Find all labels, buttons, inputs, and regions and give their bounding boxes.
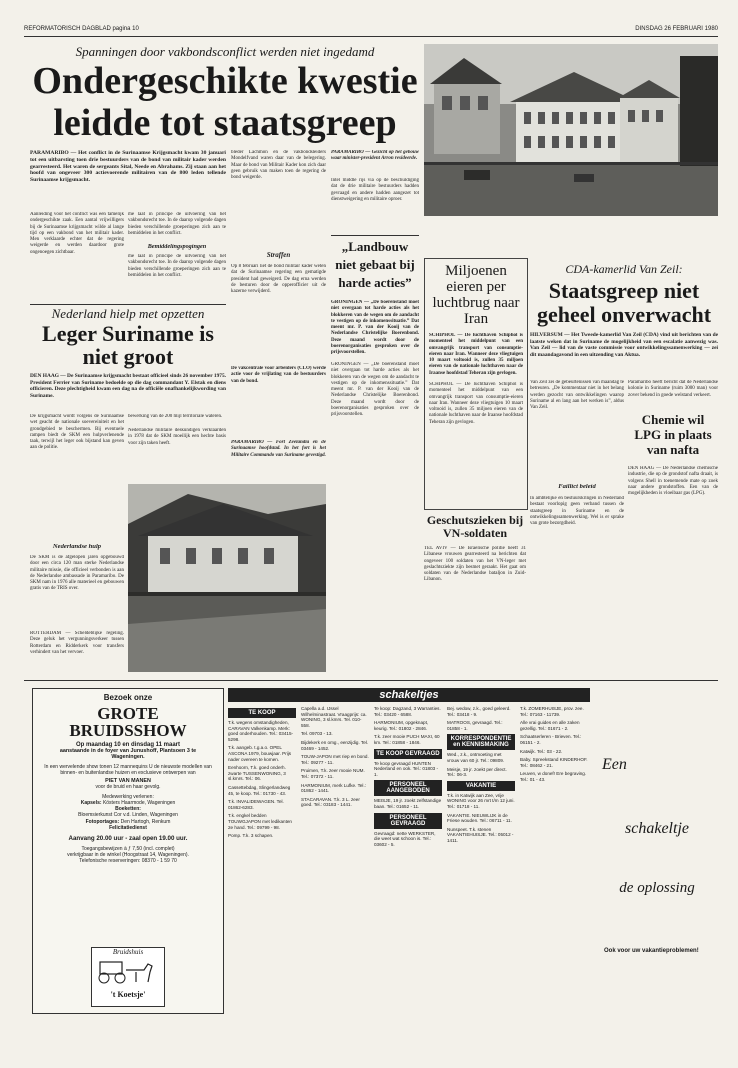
classified-item: Cassettebdag, Slingerlandweg 45, te koop. Tel.: 01730 - 43. — [228, 784, 291, 796]
classified-item: Meisje, 19 jr. zoekt per direct. Tel.: 06-3. — [447, 766, 507, 778]
header-date: DINSDAG 26 FEBRUARI 1980 — [635, 26, 718, 32]
cda-lead: HILVERSUM — Het Tweede-kamerlid Van Zeil (CDA) vind uit berichten van de laatste weken dat in Suriname de mogelijkheid van een escalatie aanwezig was. Van Zeil — lid van de vaste commissie voor ontwikkelingssamenwerking — zei dit maandagavond in een uitzending van Aktua. — [530, 332, 718, 358]
ad-desc2: voor de bruid en haar gevolg. — [95, 784, 161, 790]
main-col4: Intel middle rijs via op de beschuldiging dat de drie militaire bestuurders hadden gevraagd en andere hadden aangezet tot dienstweigering en militaire oproer. — [331, 178, 419, 202]
classified-item: T.k. ZOMERHUISJE, prov. zee. Tel.: 07163 - 11739. — [520, 706, 584, 717]
main-kicker: Spanningen door vakbondsconflict werden niet ingedamd — [75, 44, 375, 59]
classified-item: Wed., z.k., ontmoeting met vrouw van 60 jr. Tel.: 09809. — [447, 752, 505, 763]
classified-item: Capella a.d. IJssel Wilhelminastraat. Vraagprijs: ca. WONING, 3 sl.kmrs. Tel. 010-558. — [301, 706, 367, 728]
landbouw-headline: „Landbouw niet gebaat bij harde acties” — [335, 239, 415, 290]
ad-title-2: BRUIDSSHOW — [69, 721, 187, 740]
miljoenen-box — [424, 258, 528, 510]
classified-item: Eenhoorn, T.k. goed onderh. zwarte TUSSENWONING, 3 sl.kmrs. Tel.: 06. — [228, 765, 286, 782]
ad-top: Bezoek onze — [103, 693, 153, 702]
chemie-text: DEN HAAG — De Nederlandse chemische industrie, die op de grondstof nafta draait, is volgens Shell in toenemende mate op zoek naar andere grondstoffen. Een van de mogelijkheden is vloeibaar gas (LPG). — [628, 466, 718, 497]
landbouw-text-cont: GRONINGEN — „De boerenstand moet niet overgaan tot harde acties als het blokkeren van de wegen om de aandacht te vestigen op de inkomenssituatie.” Dat meent mr. P. van der Kooij van de Nederlandse Christelijke Boerenbond. Deze maand wordt door de boerenorganisaties gesproken over de prijsvoorstellen. — [331, 362, 419, 418]
leger-col2: bewerking van de 200 mijl territoriale wateren. — [128, 414, 223, 419]
fort-photo — [128, 484, 326, 672]
schakeltje-word: schakeltje — [625, 820, 689, 837]
cat-korrespondentie: KORRESPONDENTIE en KENNISMAKING — [447, 734, 515, 750]
cat-vakantie: VAKANTIE — [447, 781, 515, 791]
classified-item: Bej. wedow, z.k., goed geleerd. Tel.: 03418 - 9. — [447, 706, 511, 717]
leger-text2: De SKM is de afgelopen jaren opgebouwd door een circa 120 man sterke Nederlandse militaire missie, die officieel verbonden is aan de Nederlandse ambassade in Paramaribo. De SKM nam in 1976 alle materieel en gebouwen gratis van de TRIS over. — [30, 555, 124, 592]
ad-c2: Bloemsierkunst Cor v.d. Linden, Wageningen — [78, 812, 178, 819]
classified-item: Alle vrai guides en alle zaken gezellig. Tel.: 01671 - 2. — [520, 720, 580, 731]
main-lead: PARAMARIBO — Het conflict in de Surinaamse Krijgsmacht kwam 30 januari tot een uitbarsting toen drie bestuurders van de bond van militair kader werden gearresteerd. Het waren de sergeants Sital, Neede en Abrahams. Zij staan aan het hoofd van ongeveer 300 actievoerende militairen van de 800 leden tellende Surinaamse krijgsmacht. — [30, 150, 226, 184]
classified-item: Baby. Spreekstand KINDERHOF. Tel.: 08462 - 21. — [520, 757, 588, 768]
classified-item: Pomp. T.k. 3 schapen. — [228, 833, 274, 839]
ad-c3-label: Fotoportages: — [85, 818, 120, 825]
classifieds-col5 — [520, 706, 590, 1012]
classified-item: HARMONIUM, opgeknapt, keurig. Tel.: 01802 - 2846. — [374, 720, 429, 731]
main-headline-2: leidde tot staatsgreep — [53, 102, 397, 144]
schakeltje-vakantie: Ook voor uw vakantieproblemen! — [604, 948, 699, 954]
cat-te-koop: TE KOOP — [228, 708, 296, 718]
bruidsshow-ad — [32, 688, 224, 1014]
classifieds-col1 — [228, 706, 296, 1012]
fort-photo-drawing — [128, 484, 326, 672]
cat-personeel-aangeboden: PERSONEEL AANGEBODEN — [374, 780, 442, 796]
miljoenen-text: SCHIPHOL — De luchthaven Schiphol is momenteel het middelpunt van een omvangrijk transport van consumptie-eieren naar Iran. Wanneer deze vliegtuigen 10 maart voltooid is, zullen 35 miljoen eieren van de nationale luchthaven naar de Iraanse hoofdstad Teheran zijn gevlogen. — [429, 382, 523, 425]
main-col2: me laat in principe de uitvoering van het vakbondsrecht toe. In de daarop volgende dagen bieden verschillende groeperingen zich aan te bemiddelen in het conflict. — [128, 212, 226, 236]
classified-item: T.k. in Katwijk aan Zee, vrije WONING voor 26 mrt t/m 12 juni. Tel.: 01718 - 11. — [447, 792, 515, 809]
cda-text2: In ambtelijke en bestuurskringen in Nederland bestaat voorlopig geen verband tussen de staatsgreep in Suriname en de ontwikkelingssamenwerking. Wel is er sprake van grote bezorgdheid. — [530, 496, 624, 527]
cda-text: Van Zeil zei de gebeurtenissen van maandag te betreuren. „De kommentaar niet in het belang werden gezocht van ontwikkelingen waarop Suriname al en lang aan het werken is”, aldus Van Zeil. — [530, 380, 624, 411]
main-headline-1: Ondergeschikte kwestie — [32, 60, 418, 102]
ad-price: Toegangsbewijzen à ƒ 7,50 (incl. complet) — [81, 846, 175, 853]
gesch-headline: Geschutszieken bij VN-soldaten — [426, 513, 524, 540]
schakeltje-ad — [596, 696, 718, 1012]
classified-item: Tel. 09703 - 13. — [301, 731, 333, 737]
classified-item: HARMONIUM, merk Lufke. Tel.: 01862 - 1441. — [301, 782, 367, 794]
chemie-headline: Chemie wil LPG in plaats van nafta — [634, 412, 712, 457]
miljoenen-lead: SCHIPHOL — De luchthaven Schiphol is momenteel het middelpunt van een omvangrijk transport van consumptie-eieren naar Iran. Wanneer deze vliegtuigen 10 maart voltooid is, zullen 35 miljoen eieren van de nationale luchthaven naar de Iraanse hoofdstad Teheran zijn gevlogen. — [429, 333, 523, 376]
ad-cooperation: Medewerking verlenen: — [102, 794, 154, 800]
classified-item: Pruimen, T.k. zeer mooie NUM. Tel.: 07372 - 11. — [301, 768, 365, 779]
main-col3b: Op 8 februari liet de bond militair kader weten dat de Surinaamse regering een gematigde president had geweigerd. De dag erna werden de besturen door de opperofficier uit de kazerne verwijderd. — [231, 264, 326, 295]
classified-item: Leuven, w donef! Ere begraving. Tel.: 01 - 43. — [520, 771, 587, 782]
bruidshuis-logo — [91, 947, 165, 1007]
classified-item: VAKANTIE. NIEUWLIJK in de Friese wouden. Tel.: 06711 - 11. — [447, 812, 512, 824]
cda-headline: Staatsgreep niet geheel onverwacht — [536, 278, 712, 327]
cat-te-koop-gevraagd: TE KOOP GEVRAAGD — [374, 749, 442, 759]
leger-lead: DEN HAAG — De Surinaamse krijgsmacht bestaat officieel sinds 26 november 1975. President Ferrier van Suriname bedoelde op die dag commandant Y. Elstak en diens officieren. Deze plechtigheid kwam een dag na de officiële onafhankelijkwording van Suriname. — [30, 373, 226, 399]
ad-designer: PIET VAN MANEN — [105, 778, 151, 784]
classified-item: Gevraagd: nette WERKSTER, die weet wat schoon is. Tel.: 03602 - 5. — [374, 830, 436, 847]
classified-item: STACARAVAN. T.k. 3 L. zeer goed. Tel.: 03183 - 1441. — [301, 796, 360, 808]
carriage-icon — [92, 956, 162, 986]
schakeltje-een: Een — [602, 756, 627, 773]
ad-title-1: GROTE — [97, 704, 159, 723]
fort-caption: PARAMARIBO — Fort Zeelandia en de Surinaamse hoofdstad. In het fort is het Militaire Commando van Suriname gevestigd. — [231, 440, 326, 458]
main-col3-subhead: Straffen — [266, 252, 291, 259]
classified-item: Te koop: Dagzand, 3 Warranties. Tel.: 03420 - 6588. — [374, 706, 441, 717]
building-photo — [424, 44, 718, 216]
cda-subhead: Faillict beleid — [558, 484, 596, 490]
classified-item: T.k. zeer mooie PUCH MAXI, 60 km. Tel.: 01858 - 1846. — [374, 734, 440, 745]
cda-text-right: Paramaribo heeft bericht dat de Nederlandse kolonie in Suriname (ruim 3000 man) voor zover bekend in goede welstand verkeert. — [628, 380, 718, 398]
ad-location: aanstaande in de foyer van Junushoff, Plantsoen 3 te Wageningen. — [59, 748, 197, 760]
ad-c4: Felicitatiedienst — [109, 824, 147, 831]
cat-personeel-gevraagd: PERSONEEL GEVRAAGD — [374, 813, 442, 829]
building-photo-drawing — [424, 44, 718, 216]
miljoenen-headline: Miljoenen eieren per luchtbrug naar Iran — [432, 263, 520, 327]
page-header — [24, 26, 718, 37]
logo-name: 't Koetsje' — [110, 990, 146, 999]
ad-c1: Kösters Haarmode, Wageningen — [102, 800, 176, 806]
classified-item: Nunspeet. T.k. stenen VAKANTIEHUISJE. Tel.: 05012 - 1411. — [447, 826, 514, 843]
ad-c2-label: Boeketten: — [115, 806, 141, 813]
classified-item: Katwijk. Tel.: 03 - 22. — [520, 748, 563, 754]
ad-time: Aanvang 20.00 uur - zaal open 19.00 uur. — [68, 835, 188, 843]
main-col2-text: me laat in principe de uitvoering van het vakbondsrecht toe. In de daarop volgende dagen bieden verschillende groeperingen zich aan te bemiddelen in het conflict. — [128, 254, 226, 278]
classified-item: T.k. INVALIDEWAGEN. Tel. 01862-6283. — [228, 799, 284, 810]
main-col3: bleder Lachmon en de vakbondsleiders Mondelfvand waren daar van de belegering. Maar de bond van Militair Kader kon zich daar geen gebruik van maken toen de regering de bond weigerde. — [231, 150, 326, 181]
ad-desc: In een wervelende show tonen 12 mannequins U de nieuwste modellen van binnen- en buitenlandse huizen en exclusieve ontwerpen van — [44, 764, 212, 776]
main-col1: Aanleiding voor het conflict was een tamelijk ondergeschikte zaak. Een aantal vrijwilligers bij de Surinaamse krijgsmacht wilde al lange tijd op een vakbond van het militair kader. Men verklaarde echter dat de regering weigerde en werden daardoor grote ongenoegen zichtbaar. — [30, 212, 124, 255]
classifieds-col3 — [374, 706, 442, 1012]
classified-item: Bijdekerk en omg., eenzijdig. Tel. 03469 - 1452. — [301, 739, 369, 751]
classifieds-col4 — [447, 706, 515, 1012]
logo-top: Bruidshuis — [112, 948, 144, 956]
ad-c1-label: Kapsels: — [80, 800, 102, 806]
leger-kicker: Nederland hielp met opzetten — [51, 306, 205, 321]
photo-caption-right: PARAMARIBO — Gezicht op het gebouw waar minister-president Arron resideerde. — [331, 150, 419, 162]
classifieds-col2 — [301, 706, 369, 1012]
classified-item: Te koop gevraagd HUNTEN Nederland en ook. Tel.: 01803 - 1. — [374, 760, 439, 777]
classified-item: MATROOS, gevraagd. Tel.: 01858 - 1. — [447, 720, 503, 731]
leger-text: De krijgsmacht wordt volgens de Surinaamse wet geacht de nationale soevereiniteit en het grondgebied te beschermen. Bij eventuele rampen biedt de SKM een hulpverlenende taak, terwijl het leger ook bijstand kan geven aan de politie. — [30, 414, 124, 451]
leger-text3: ROTTERDAM — Scheldeblijke regeling. Deze geluk het vergunningsverkeer tussen Rotterdam en Ridderkerk voor transfers verhindert van het vervoer. — [30, 631, 124, 655]
classified-item: T.k. engkel bedden TOUWGJAPON met ledikanten 2e hand. Tel.: 09799 - 98. — [228, 813, 292, 830]
main-col3c: De vakcentrale voor arbeiders (CLO) werde actie voor de vrijlating van de bestuurders van de bond. — [231, 366, 326, 384]
gesch-text: TEL AVIV — De Israëlische politie heeft 31 Libanese vrouwen gearresteerd na berichten dat ongeveer 100 soldaten van het VN-leger met geslachtsziekte zijn besmet geraakt. Het gaat om soldaten van de Nederlandse bataljon in Zuid-Libanon. — [424, 546, 526, 583]
ad-sale: verkrijgbaar in de winkel (Hoogstraat 14, Wageningen). — [67, 852, 189, 859]
main-col2-subhead: Bemiddelingspogingen — [147, 244, 207, 250]
classified-item: T.k. wegens omstandigheden, CARAVAN Valkenkamp. Merk: goed onderhouden. Tel.: 03415-5298. — [228, 720, 294, 742]
ad-phone: Telefonische reserveringen: 08370 - 1 59 70 — [79, 858, 177, 865]
cda-kicker: CDA-kamerlid Van Zeil: — [565, 262, 683, 276]
classified-item: Schaatserleren - Brieven. Tel.: 06151 - 2. — [520, 734, 582, 745]
leger-col2b: Nederlandse militaire deskundigen verklaarden in 1978 dat de SKM moeilijk een hechte basis voor zijn taken heeft. — [128, 428, 226, 446]
leger-headline: Leger Suriname is niet groot — [42, 321, 214, 369]
classified-item: T.k. aangeb. t.g.a.o. OPEL ASCONA 1979, bouwjaar. Prijs nader overeen te komen. — [228, 745, 292, 762]
classifieds-banner: schakeltjes — [228, 688, 590, 702]
classified-item: MEISJE, 19 jr. zoekt zelfstandige baan. Tel.: 01652 - 11. — [374, 798, 442, 809]
ad-c3: Den Hartogh, Renkum — [120, 818, 171, 825]
classified-item: TOUW-JAPON met riep en bond. Tel.: 09277 - 11. — [301, 754, 369, 765]
landbouw-text: GRONINGEN — „De boerenstand moet niet overgaan tot harde acties als het blokkeren van de wegen om de aandacht te vestigen op de inkomenssituatie.” Dat meent mr. P. van der Kooij van de Nederlandse Christelijke Boerenbond. Deze maand wordt door de boerenorganisaties gesproken over de prijsvoorstellen. — [331, 300, 419, 356]
header-left: REFORMATORISCH DAGBLAD pagina 10 — [24, 26, 139, 32]
leger-subhead: Nederlandse hulp — [52, 544, 102, 550]
ad-date: Op maandag 10 en dinsdag 11 maart — [75, 742, 181, 748]
schakeltje-oplossing: de oplossing — [619, 880, 695, 896]
